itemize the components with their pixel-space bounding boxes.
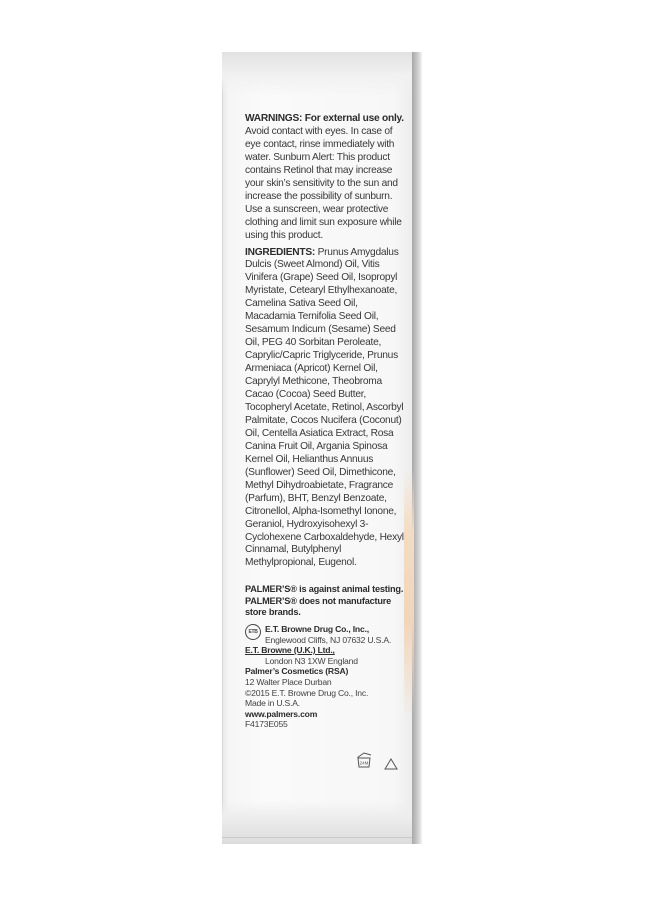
made-in-line: Made in U.S.A.	[245, 698, 300, 709]
etb-logo-text: ETB	[248, 628, 258, 635]
uk-company-address: London N3 1XW England	[265, 655, 358, 666]
warnings-text: Avoid contact with eyes. In case of eye contact, rinse immediately with water. Sunburn Alert: This product contains Retinol that may increase your skin’s sensitivity to the sun and increase the possibility of sunburn. Use a sunscreen, wear protective clothing and limit sun exposure while using this product.	[245, 125, 402, 241]
us-company-address: Englewood Cliffs, NJ 07632 U.S.A.	[265, 634, 392, 645]
ingredients-label: INGREDIENTS:	[245, 246, 316, 258]
animal-testing-note: PALMER’S® is against animal testing.	[245, 584, 404, 595]
box-top-fold	[222, 52, 422, 96]
etb-logo-icon	[245, 624, 261, 640]
ingredients-paragraph	[245, 247, 407, 571]
us-company-name: E.T. Browne Drug Co., Inc.,	[265, 623, 369, 634]
website-line: www.palmers.com	[245, 708, 318, 719]
rsa-company-name: Palmer’s Cosmetics (RSA)	[245, 666, 349, 677]
company-info	[245, 624, 407, 730]
warnings-label: WARNINGS: For external use only.	[245, 113, 404, 124]
rsa-company-address: 12 Walter Place Durban	[245, 676, 332, 687]
open-jar-icon	[355, 752, 373, 768]
warnings-paragraph	[245, 113, 407, 243]
store-brands-note: PALMER’S® does not manufacture store brands.	[245, 595, 392, 617]
label-text-column	[245, 113, 407, 730]
pao-label: 24M	[359, 760, 369, 766]
brand-notes	[245, 584, 407, 618]
product-code: F4173E055	[245, 719, 288, 730]
recycle-triangle-icon	[384, 758, 398, 770]
box-edge-shadow	[412, 52, 422, 844]
box-flap-line	[222, 837, 422, 838]
copyright-line: ©2015 E.T. Browne Drug Co., Inc.	[245, 687, 369, 698]
uk-company-name: E.T. Browne (U.K.) Ltd.,	[245, 645, 335, 656]
ingredients-text: Prunus Amygdalus Dulcis (Sweet Almond) Oil, Vitis Vinifera (Grape) Seed Oil, Isopropyl Myristate, Cetearyl Ethylhexanoate, Camelina Sativa Seed Oil, Macadamia Ternifolia Seed Oil, Sesamum Indicum (Sesame) Seed Oil, PEG 40 Sorbitan Peroleate, Caprylic/Capric Triglyceride, Prunus Armeniaca (Apricot) Kernel Oil, Caprylyl Methicone, Theobroma Cacao (Cocoa) Seed Butter, Tocopheryl Acetate, Retinol, Ascorbyl Palmitate, Cocos Nucifera (Coconut) Oil, Centella Asiatica Extract, Rosa Canina Fruit Oil, Argania Spinosa Kernel Oil, Helianthus Annuus (Sunflower) Seed Oil, Dimethicone, Methyl Dihydroabietate, Fragrance (Parfum), BHT, Benzyl Benzoate, Citronellol, Alpha-Isomethyl Ionone, Geraniol, Hydroxyisohexyl 3-Cyclohexene Carboxaldehyde, Hexyl Cinnamal, Butylphenyl Methylpropional, Eugenol.	[245, 246, 404, 569]
